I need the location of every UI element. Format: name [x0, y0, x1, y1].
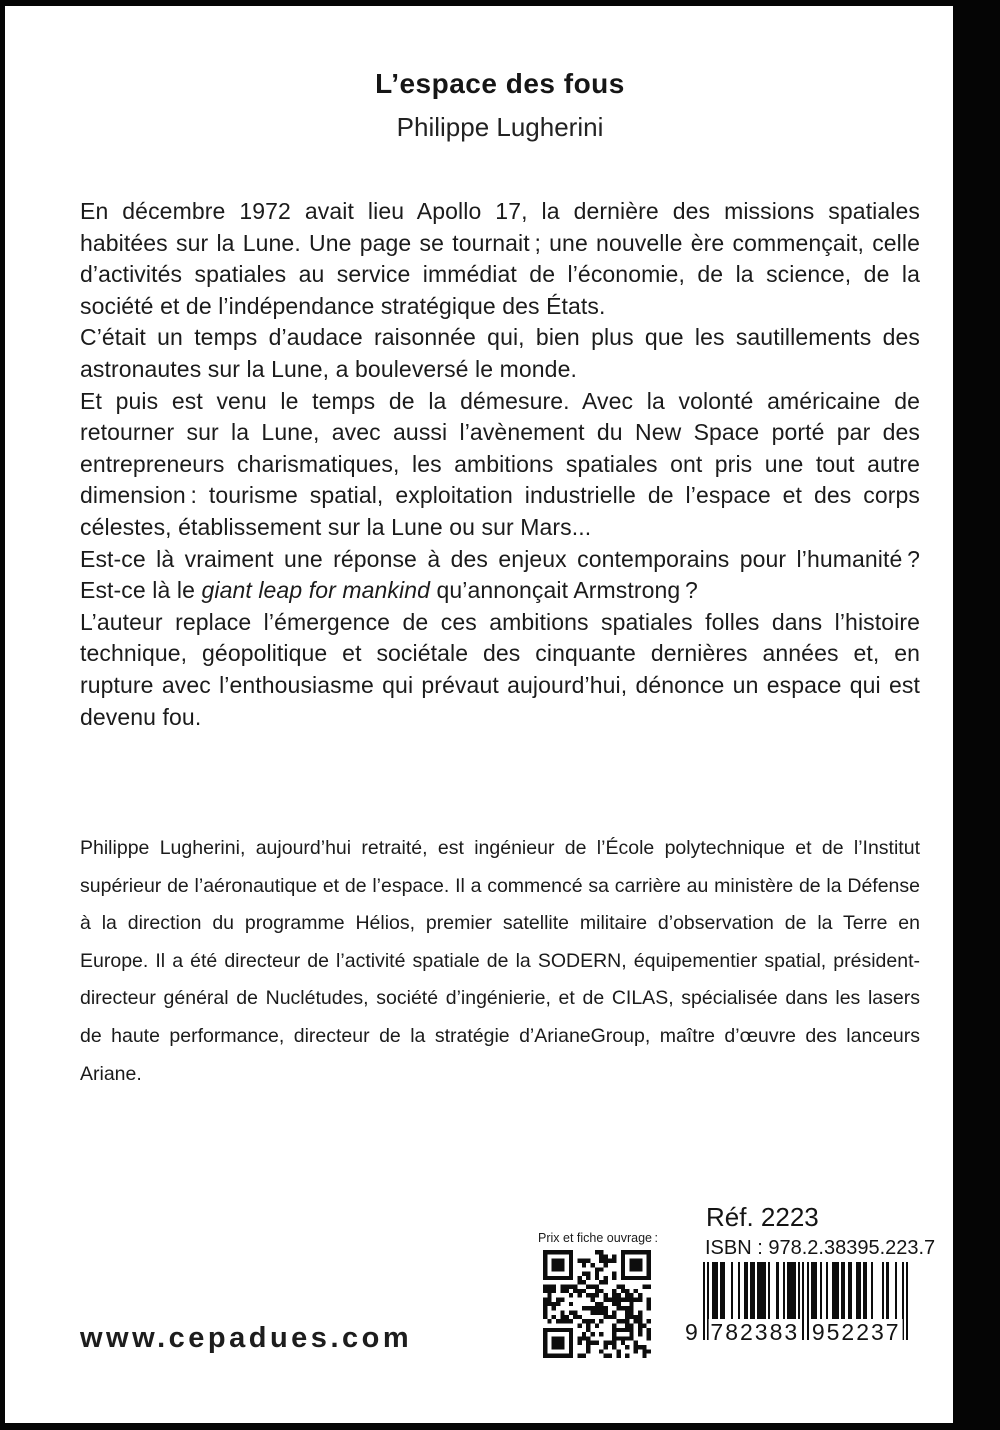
reference-number: Réf. 2223	[706, 1202, 819, 1232]
qr-code	[543, 1250, 651, 1358]
synopsis-paragraph	[80, 544, 920, 607]
synopsis-paragraph	[80, 322, 920, 385]
synopsis-paragraph	[80, 386, 920, 544]
barcode-digits: 952237	[811, 1319, 901, 1345]
publisher-website: www.cepadues.com	[80, 1322, 413, 1354]
synopsis-text: Est-ce là vraiment une réponse à des enjeux contemporains pour l’humanité ? Est-ce là le	[80, 545, 920, 604]
synopsis-text: Et puis est venu le temps de la démesure. Avec la volonté américaine de retourner sur la Lune, avec aussi l’avènement du New Space porté par des entrepreneurs charismatiques, les ambitions spatiales ont pris une tout autre dimension : tourisme spatial, exploitation industrielle de l’espace et des corps célestes, établissement sur la Lune ou sur Mars...	[80, 387, 920, 540]
barcode-digits: 782383	[710, 1319, 800, 1345]
book-title: L’espace des fous	[375, 68, 625, 99]
synopsis-text: L’auteur replace l’émergence de ces ambitions spatiales folles dans l’histoire technique, géopolitique et sociétale des cinquante dernières années et, en rupture avec l’enthousiasme qui prévaut aujourd’hui, dénonce un espace qui est devenu fou.	[80, 608, 920, 730]
qr-caption: Prix et fiche ouvrage :	[538, 1231, 658, 1245]
synopsis-text: qu’annonçait Armstrong ?	[429, 577, 698, 604]
barcode-digits: 9	[685, 1319, 700, 1345]
italic-phrase: giant leap for mankind	[201, 577, 430, 604]
synopsis-text: En décembre 1972 avait lieu Apollo 17, la dernière des missions spatiales habitées sur la Lune. Une page se tournait ; une nouvelle ère commençait, celle d’activités spatiales au service immédiat de l’économie, de la science, de la société et de l’indépendance stratégique des États.	[80, 198, 920, 319]
synopsis	[80, 196, 920, 733]
synopsis-paragraph	[80, 607, 920, 733]
author-bio: Philippe Lugherini, aujourd’hui retraité, est ingénieur de l’École polytechnique et de l’Institut supérieur de l’aéronautique et de l’espace. Il a commencé sa carrière au ministère de la Défense à la direction du programme Hélios, premier satellite militaire d’observation de la Terre en Europe. Il a été directeur de l’activité spatiale de la SODERN, équipementier spatial, président-directeur général de Nuclétudes, société d’ingénierie, et de CILAS, spécialisée dans les lasers de haute performance, directeur de la stratégie d’ArianeGroup, maître d’œuvre des lanceurs Ariane.	[80, 837, 920, 1085]
book-author: Philippe Lugherini	[396, 112, 604, 142]
synopsis-text: C’était un temps d’audace raisonnée qui, bien plus que les sautillements des astronautes sur la Lune, a bouleversé le monde.	[80, 324, 920, 382]
isbn-number: ISBN : 978.2.38395.223.7	[705, 1237, 936, 1259]
ean13-barcode	[685, 1262, 908, 1348]
synopsis-paragraph	[80, 196, 920, 322]
